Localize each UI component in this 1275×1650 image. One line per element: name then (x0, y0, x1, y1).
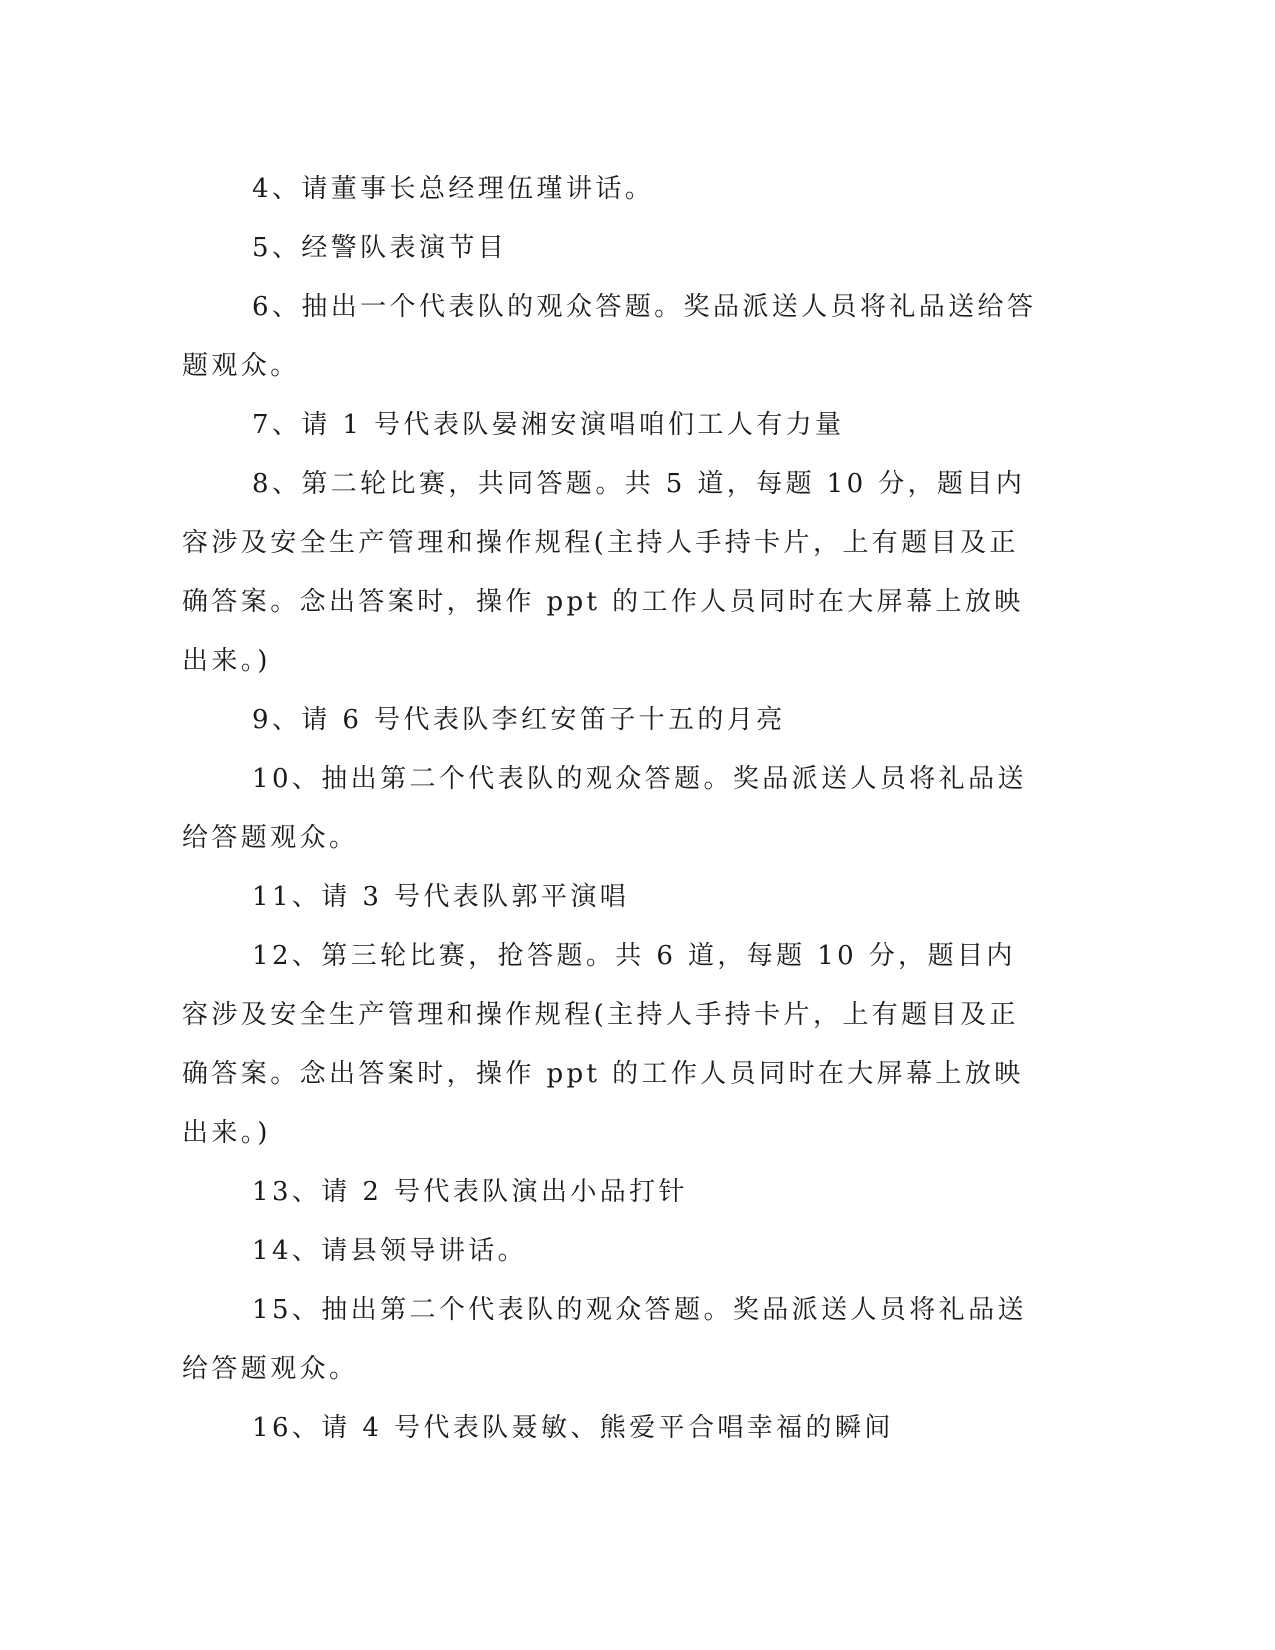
paragraph-item-15: 15、抽出第二个代表队的观众答题。奖品派送人员将礼品送给答题观众。 (182, 1295, 1027, 1384)
paragraph-item-4: 4、请董事长总经理伍瑾讲话。 (252, 174, 655, 204)
paragraph-item-14: 14、请县领导讲话。 (252, 1236, 528, 1266)
paragraph-item-8: 8、第二轮比赛，共同答题。共 5 道，每题 10 分，题目内容涉及安全生产管理和操作规程(主持人手持卡片，上有题目及正确答案。念出答案时，操作 ppt 的工作人员同时在大屏幕上放映出来。) (182, 469, 1026, 676)
paragraph-item-11: 11、请 3 号代表队郭平演唱 (252, 882, 630, 912)
document-body (182, 160, 1042, 1458)
paragraph-item-10: 10、抽出第二个代表队的观众答题。奖品派送人员将礼品送给答题观众。 (182, 764, 1027, 853)
paragraph-item-13: 13、请 2 号代表队演出小品打针 (252, 1177, 688, 1207)
paragraph-item-12: 12、第三轮比赛，抢答题。共 6 道，每题 10 分，题目内容涉及安全生产管理和操作规程(主持人手持卡片，上有题目及正确答案。念出答案时，操作 ppt 的工作人员同时在大屏幕上放映出来。) (182, 941, 1024, 1148)
paragraph-item-9: 9、请 6 号代表队李红安笛子十五的月亮 (252, 705, 786, 735)
paragraph-item-16: 16、请 4 号代表队聂敏、熊爱平合唱幸福的瞬间 (252, 1413, 894, 1443)
paragraph-item-7: 7、请 1 号代表队晏湘安演唱咱们工人有力量 (252, 410, 845, 440)
paragraph-item-6: 6、抽出一个代表队的观众答题。奖品派送人员将礼品送给答题观众。 (182, 292, 1037, 381)
paragraph-item-5: 5、经警队表演节目 (252, 233, 508, 263)
